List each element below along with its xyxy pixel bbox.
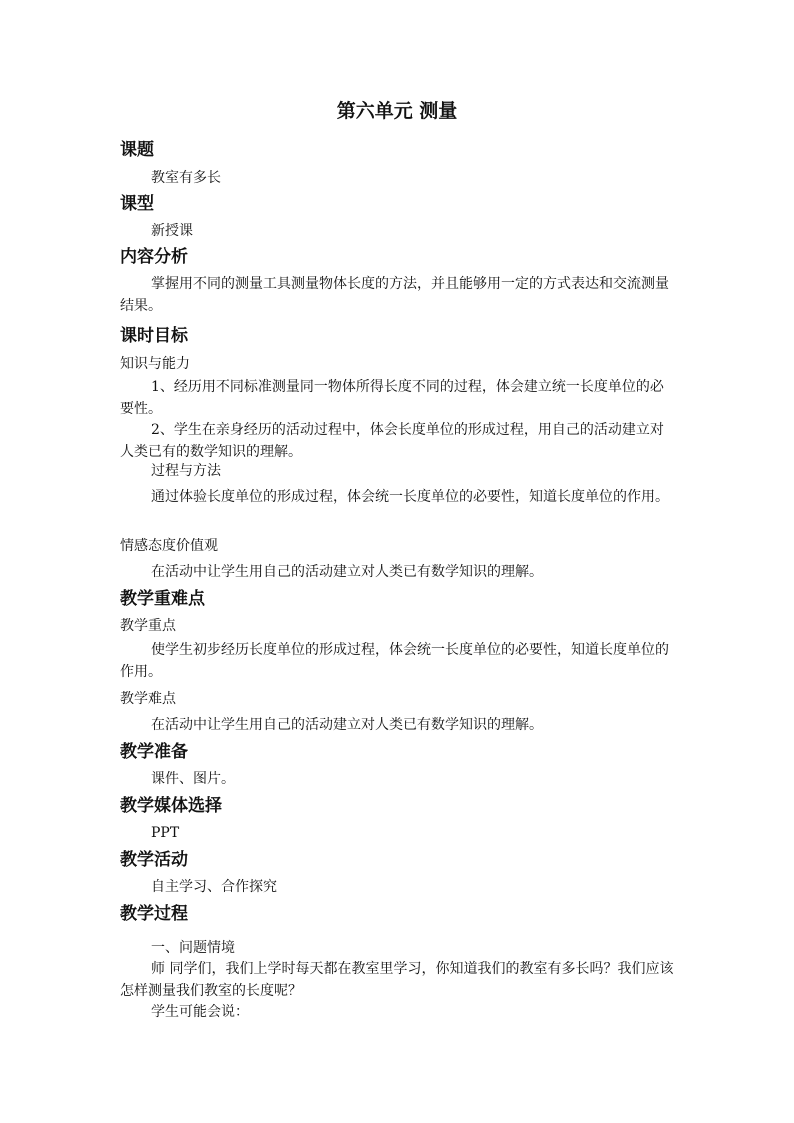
teaching-difficulty-label: 教学难点 (120, 691, 176, 707)
process-method-text: 通过体验长度单位的形成过程，体会统一长度单位的必要性，知道长度单位的作用。 (151, 489, 669, 505)
heading-objectives: 课时目标 (120, 326, 188, 346)
lesson-type-content: 新授课 (151, 223, 193, 239)
heading-teaching-process: 教学过程 (120, 904, 188, 924)
student-response: 学生可能会说： (151, 1004, 249, 1020)
heading-preparation: 教学准备 (120, 742, 188, 762)
objective-item-1: 1、经历用不同标准测量同一物体所得长度不同的过程，体会建立统一长度单位的必要性。 (120, 379, 664, 417)
process-step-1: 一、问题情境 (151, 940, 235, 956)
heading-key-points: 教学重难点 (120, 589, 205, 609)
heading-lesson-type: 课型 (120, 194, 154, 214)
teacher-dialogue: 师 同学们，我们上学时每天都在教室里学习，你知道我们的教室有多长吗？我们应该怎样测量我们教室的长度呢？ (120, 961, 674, 999)
heading-media: 教学媒体选择 (120, 796, 222, 816)
teaching-focus-label: 教学重点 (120, 618, 176, 634)
teaching-focus-text: 使学生初步经历长度单位的形成过程，体会统一长度单位的必要性，知道长度单位的作用。 (120, 642, 669, 680)
knowledge-ability-label: 知识与能力 (120, 356, 190, 372)
teaching-difficulty-text: 在活动中让学生用自己的活动建立对人类已有数学知识的理解。 (151, 717, 543, 733)
emotion-attitude-label: 情感态度价值观 (120, 538, 218, 554)
media-content: PPT (151, 825, 180, 841)
content-analysis-text: 掌握用不同的测量工具测量物体长度的方法，并且能够用一定的方式表达和交流测量结果。 (120, 276, 669, 314)
heading-content-analysis: 内容分析 (120, 247, 188, 267)
objective-item-2: 2、学生在亲身经历的活动过程中，体会长度单位的形成过程，用自己的活动建立对人类已有的数学知识的理解。 (120, 422, 664, 460)
emotion-attitude-text: 在活动中让学生用自己的活动建立对人类已有数学知识的理解。 (151, 564, 543, 580)
activities-content: 自主学习、合作探究 (151, 879, 277, 895)
preparation-content: 课件、图片。 (151, 771, 235, 787)
heading-activities: 教学活动 (120, 850, 188, 870)
heading-topic: 课题 (120, 140, 154, 160)
page-title: 第六单元 测量 (336, 100, 458, 122)
topic-content: 教室有多长 (151, 170, 221, 186)
process-method-label: 过程与方法 (151, 463, 221, 479)
